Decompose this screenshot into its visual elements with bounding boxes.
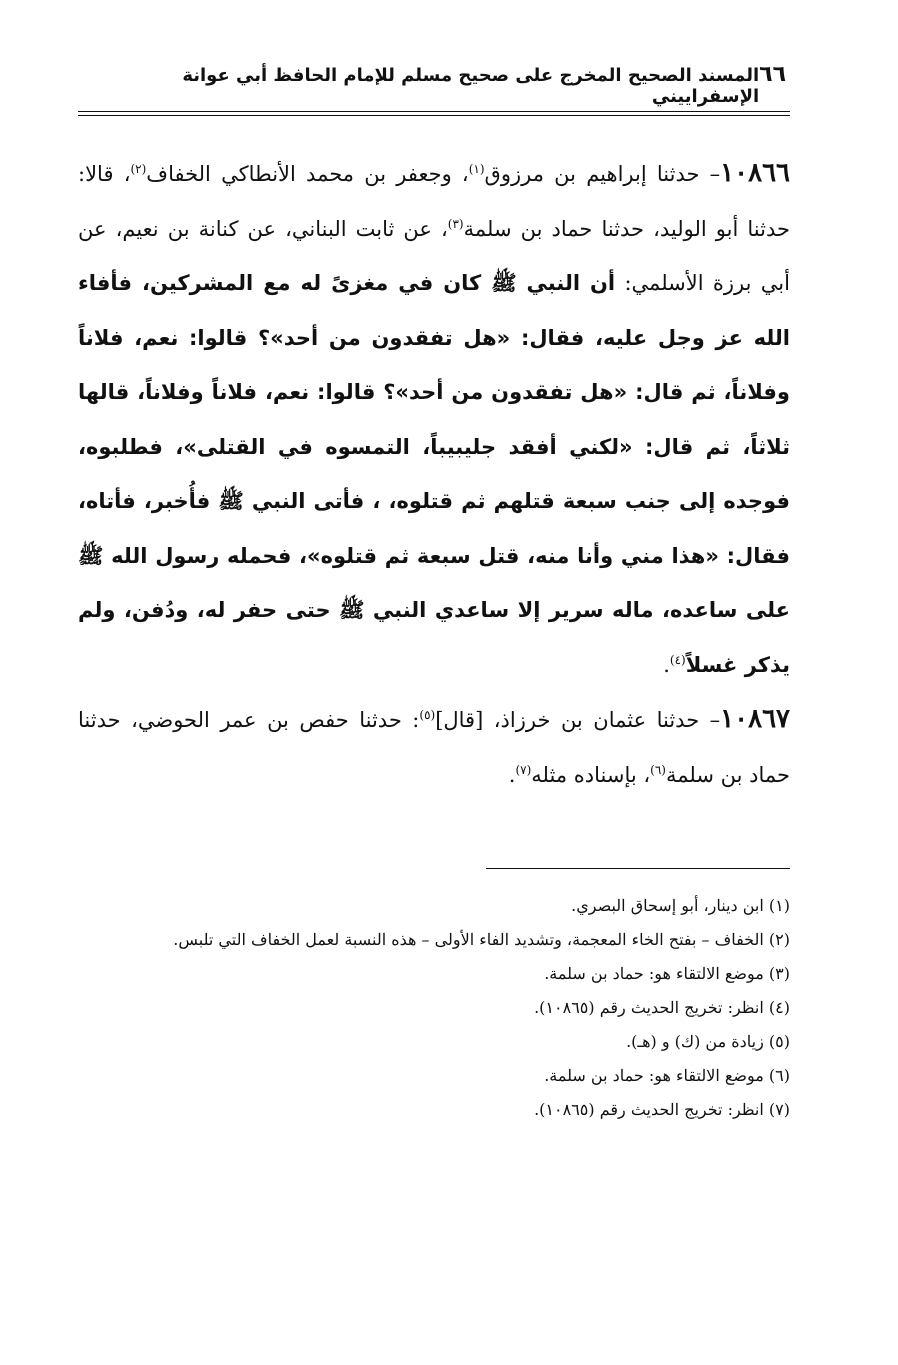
isnad-text: ، بإسناده مثله <box>531 762 651 787</box>
sentence-end: . <box>663 652 670 677</box>
footnote-item: (٦) موضع الالتقاء هو: حماد بن سلمة. <box>544 1066 790 1085</box>
footnote-ref[interactable]: (٤) <box>669 652 686 667</box>
isnad-text: – حدثنا إبراهيم بن مرزوق <box>484 162 721 186</box>
footnote-item: (٢) الخفاف – بفتح الخاء المعجمة، وتشديد الفاء الأولى – هذه النسبة لعمل الخفاف التي تلبس. <box>173 930 790 949</box>
isnad-text: ، قالا: حدثنا أبو الوليد، حدثنا حماد بن سلمة <box>78 162 790 241</box>
footnote-separator <box>486 868 790 869</box>
footnotes-list <box>78 889 790 1127</box>
footnote-ref[interactable]: (٢) <box>130 162 147 176</box>
sentence-end: . <box>508 762 516 787</box>
isnad-text: ، عن ثابت البناني، عن كنانة بن نعيم، عن أبي برزة الأسلمي: <box>78 216 790 295</box>
footnote-ref[interactable]: (٧) <box>515 762 532 777</box>
main-text <box>78 146 790 802</box>
hadith-number: ١٠٨٦٧ <box>720 704 790 734</box>
hadith-number: ١٠٨٦٦ <box>720 158 790 188</box>
footnote-ref[interactable]: (٥) <box>419 708 436 722</box>
isnad-text: : حدثنا حفص بن عمر الحوضي، حدثنا حماد بن سلمة <box>78 708 790 787</box>
footnote-ref[interactable]: (٣) <box>447 216 464 231</box>
running-header <box>78 62 790 111</box>
footnote-ref[interactable]: (٦) <box>650 762 666 777</box>
footnote-item: (٣) موضع الالتقاء هو: حماد بن سلمة. <box>544 964 790 983</box>
book-page <box>78 62 790 1127</box>
footnote-item: (٥) زيادة من (ك) و (هـ). <box>626 1032 790 1051</box>
footnote-ref[interactable]: (١) <box>468 162 485 176</box>
hadith-10866 <box>78 146 790 692</box>
header-double-rule <box>78 111 790 116</box>
hadith-10867 <box>78 692 790 802</box>
footnote-item: (١) ابن دينار، أبو إسحاق البصري. <box>571 896 790 915</box>
isnad-text: – حدثنا عثمان بن خرزاذ، [قال] <box>435 708 721 732</box>
hadith-matn: أن النبي ﷺ كان في مغزىً له مع المشركين، فأفاء الله عز وجل عليه، فقال: «هل تفقدون من أحد»؟ قالوا: نعم، فلاناً وفلاناً، ثم قال: «هل تفقدون من أحد»؟ قالوا: نعم، فلاناً وفلاناً، قالها ثلاثاً، ثم قال: «لكني أفقد جليبيباً، التمسوه في القتلى»، فطلبوه، فوجده إلى جنب سبعة قتلهم ثم قتلوه، ، فأتى النبي ﷺ فأُخبر، فأتاه، فقال: «هذا مني وأنا منه، قتل سبعة ثم قتلوه»، فحمله رسول الله ﷺ على ساعده، ماله سرير إلا ساعدي النبي ﷺ حتى حفر له، ودُفن، ولم يذكر غسلاً <box>78 271 790 677</box>
running-title: المسند الصحيح المخرج على صحيح مسلم للإمام الحافظ أبي عوانة الإسفراييني <box>182 65 760 107</box>
footnote-item: (٤) انظر: تخريج الحديث رقم (١٠٨٦٥). <box>534 998 790 1017</box>
footnote-item: (٧) انظر: تخريج الحديث رقم (١٠٨٦٥). <box>534 1100 790 1119</box>
isnad-text: ، وجعفر بن محمد الأنطاكي الخفاف <box>146 162 469 186</box>
page-number: ٦٦ <box>759 62 786 87</box>
